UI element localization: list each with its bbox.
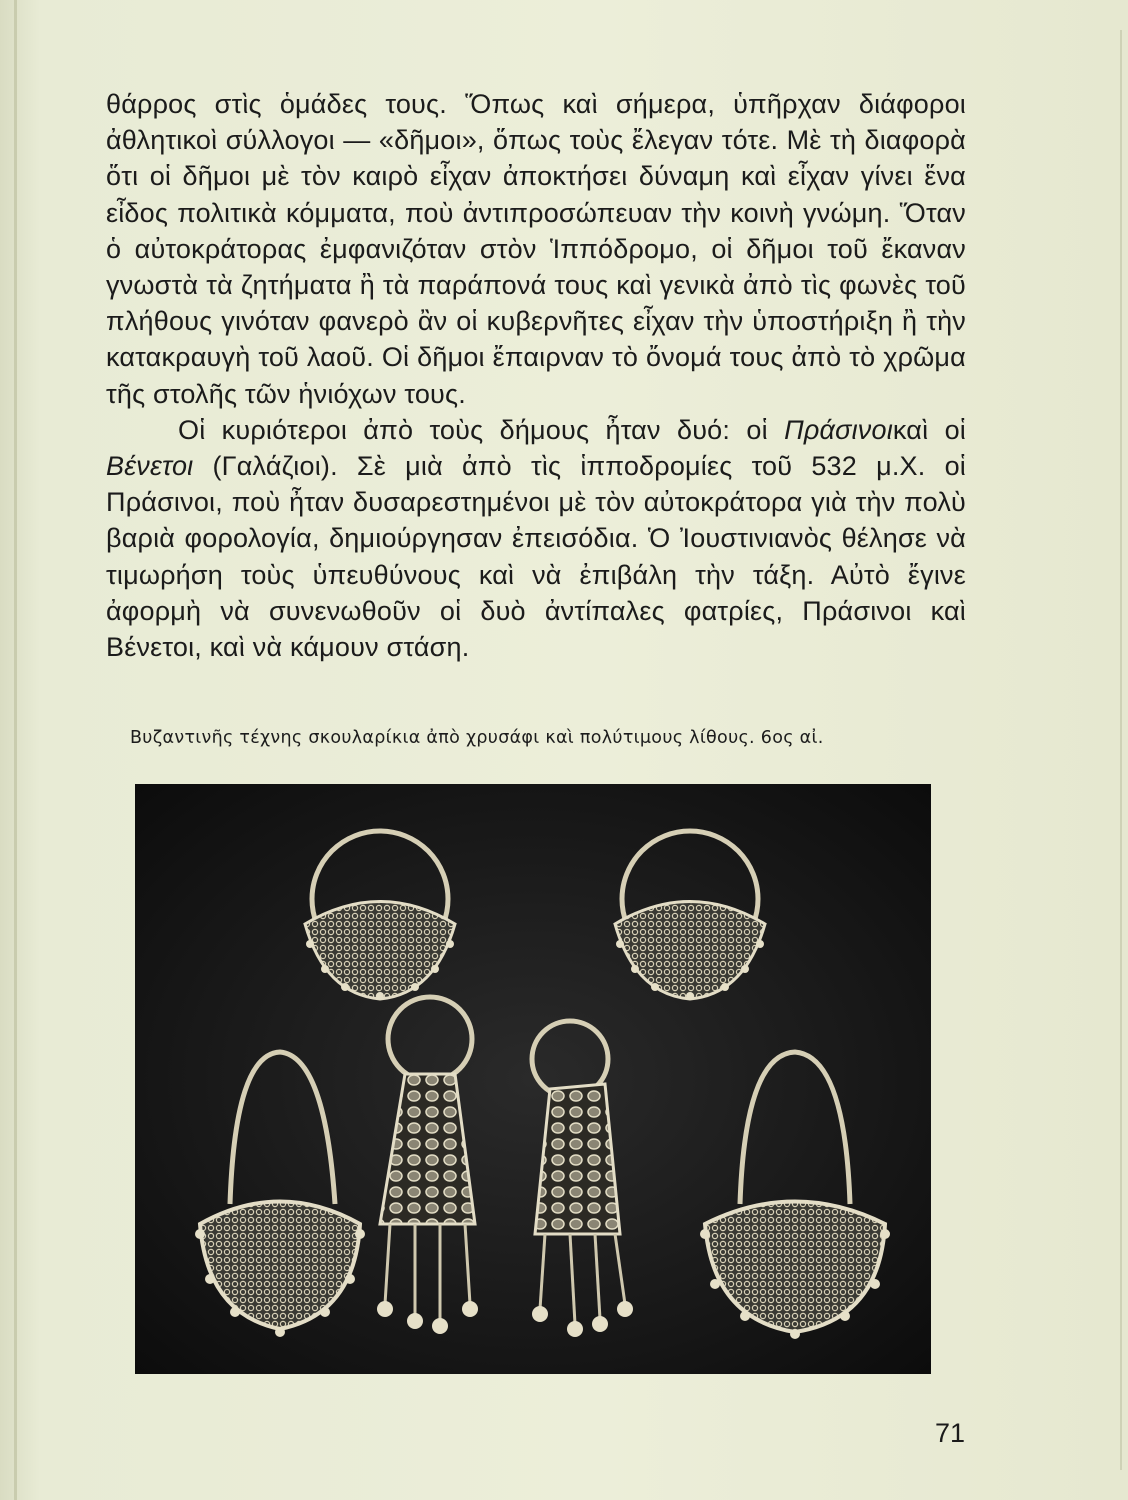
paragraph-1: θάρρος στὶς ὁμάδες τους. Ὅπως καὶ σήμερα, ὑπῆρχαν διάφοροι ἀθλητικοὶ σύλλογοι — «δῆμοι», ὅπως τοὺς ἔλεγαν τότε. Μὲ τὴ διαφορὰ ὅτι οἱ δῆμοι μὲ τὸν καιρὸ εἶχαν ἀποκτήσει δύναμη καὶ εἶχαν γίνει ἕνα εἶδος πολιτικὰ κόμματα, ποὺ ἀντιπροσώπευαν τὴν κοινὴ γνώμη. Ὅταν ὁ αὐτοκράτορας ἐμφανιζόταν στὸν Ἱππόδρομο, οἱ δῆμοι τοῦ ἔκαναν γνωστὰ τὰ ζητήματα ἢ τὰ παράπονά τους καὶ γενικὰ ἀπὸ τὶς φωνὲς τοῦ πλήθους γινόταν φανερὸ ἂν οἱ κυβερνῆτες εἶχαν τὴν ὑποστήριξη ἢ τὴν κατακραυγὴ τοῦ λαοῦ. Οἱ δῆμοι ἔπαιρναν τὸ ὄνομά τους ἀπὸ τὸ χρῶμα τῆς στολῆς τῶν ἡνιόχων τους.	[106, 89, 966, 409]
page-binding-edge	[14, 0, 17, 1500]
earring-pendant-right	[532, 1021, 633, 1337]
earring-bottom-left	[195, 1052, 365, 1337]
earring-top-left	[305, 831, 455, 1000]
earring-top-right	[615, 831, 765, 1000]
paragraph-2-part-2: καὶ οἱ	[892, 414, 966, 445]
paragraph-2	[106, 412, 966, 665]
earring-bottom-right	[700, 1052, 890, 1339]
byzantine-earrings-photo-icon	[135, 784, 931, 1374]
paragraph-2-part-1: Οἱ κυριότεροι ἀπὸ τοὺς δήμους ἦταν δυό: οἱ	[178, 414, 785, 445]
figure-caption: Βυζαντινῆς τέχνης σκουλαρίκια ἀπὸ χρυσάφι καὶ πολύτιμους λίθους. 6ος αἰ.	[130, 728, 824, 748]
paragraph-2-part-3: (Γαλάζιοι). Σὲ μιὰ ἀπὸ τὶς ἱπποδρομίες τοῦ 532 μ.Χ. οἱ Πράσινοι, ποὺ ἦταν δυσαρεστημένοι μὲ τὸν αὐτοκράτορα γιὰ τὴν πολὺ βαριὰ φορολογία, δημιούργησαν ἐπεισόδια. Ὁ Ἰουστινιανὸς θέλησε νὰ τιμωρήση τοὺς ὑπευθύνους καὶ νὰ ἐπιβάλη τὴν τάξη. Αὐτὸ ἔγινε ἀφορμὴ νὰ συνενωθοῦν οἱ δυὸ ἀντίπαλες φατρίες, Πράσινοι καὶ Βένετοι, καὶ νὰ κάμουν στάση.	[106, 451, 966, 663]
term-venetoi: Βένετοι	[106, 451, 194, 482]
page-right-edge	[1120, 30, 1122, 1470]
page-number: 71	[935, 1418, 966, 1448]
earring-pendant-left	[377, 997, 478, 1334]
body-text	[106, 86, 966, 665]
term-prasinoi: Πράσινοι	[784, 414, 893, 445]
